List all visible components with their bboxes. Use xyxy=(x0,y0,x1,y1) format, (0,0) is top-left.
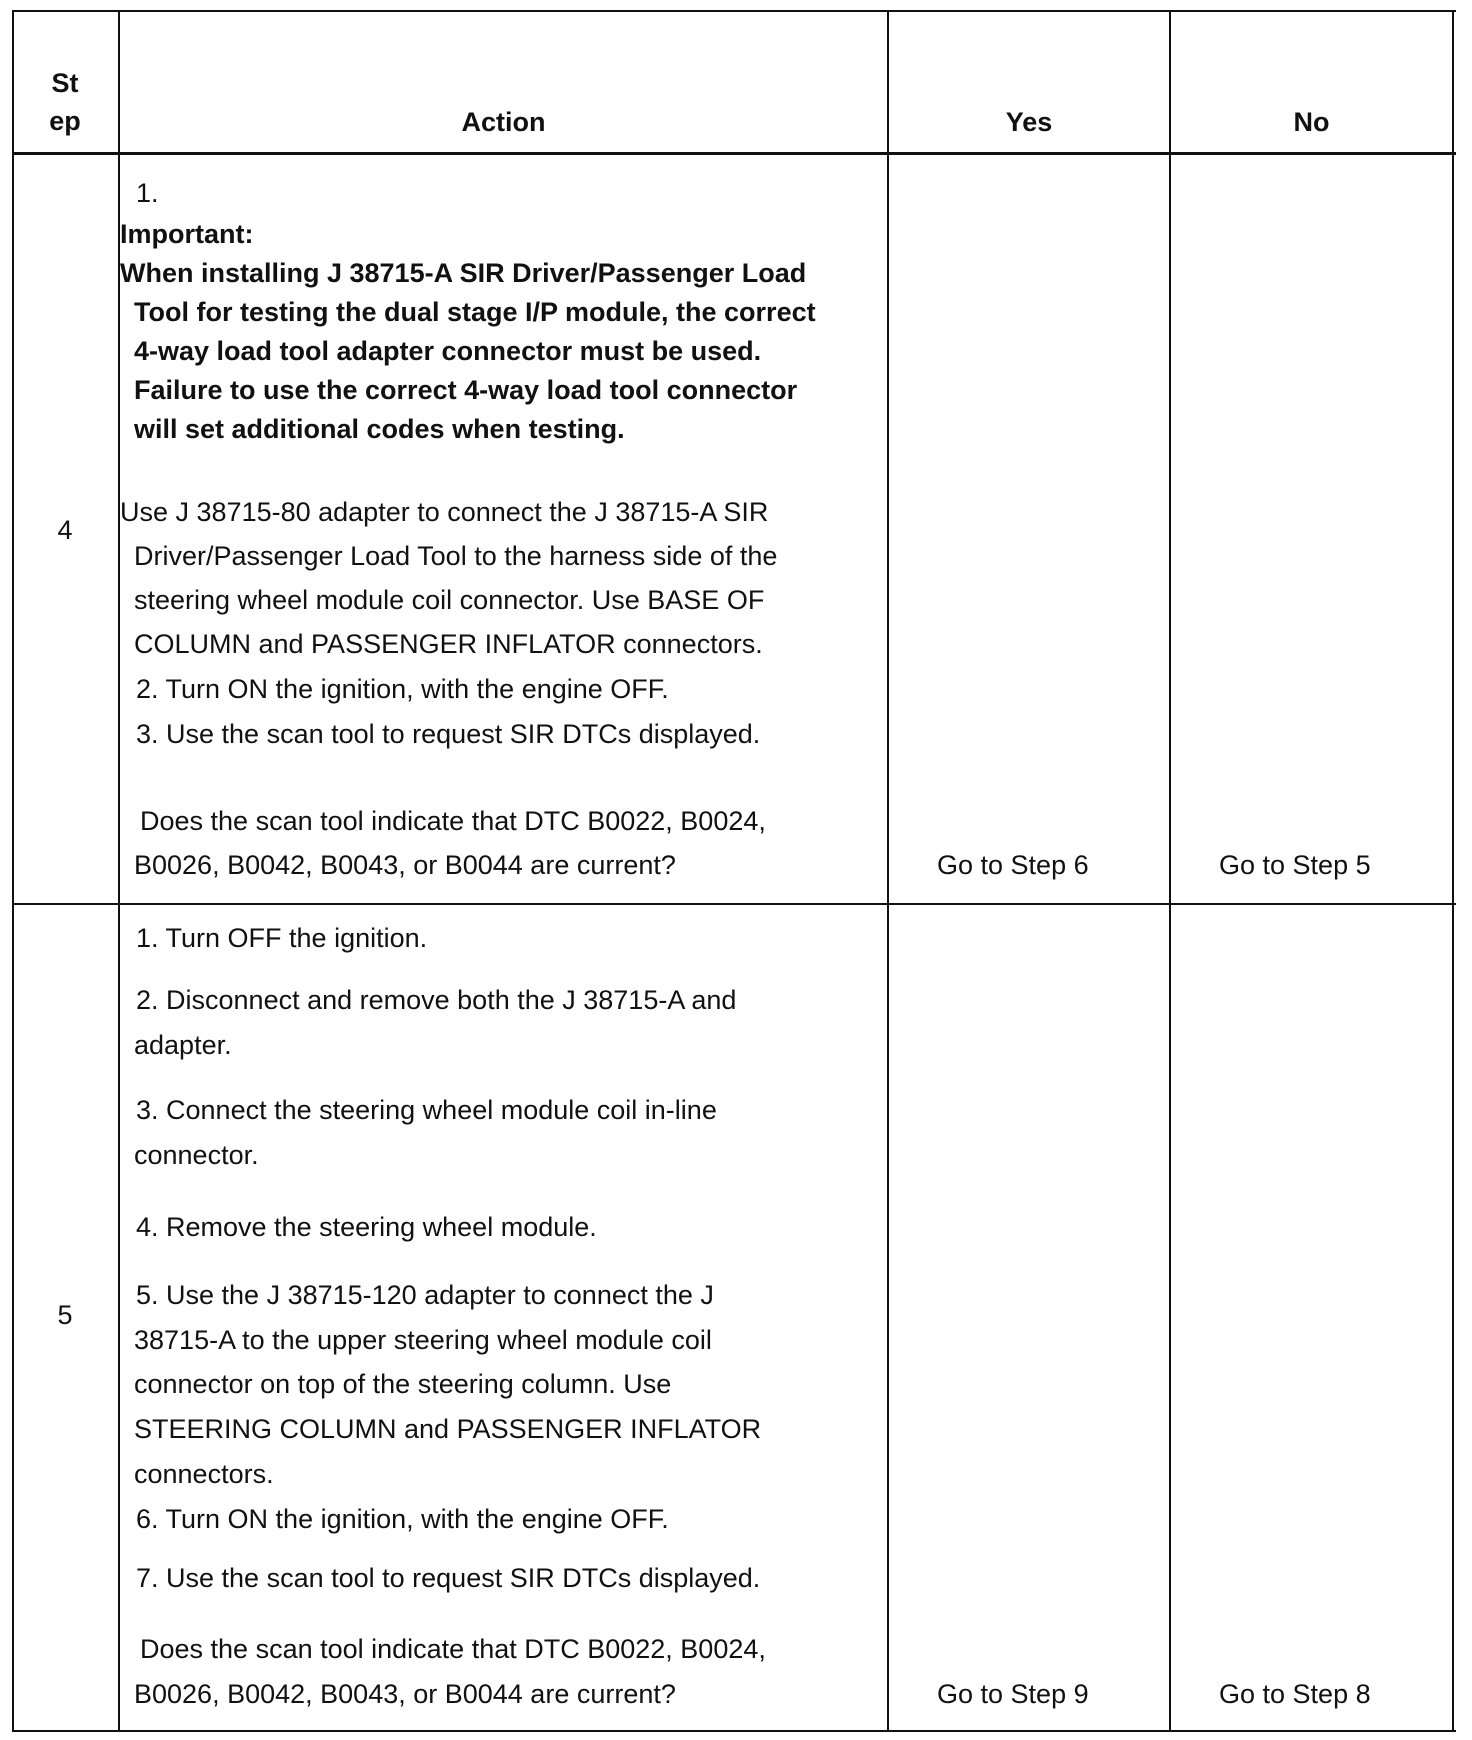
header-step-line1: St xyxy=(51,68,79,98)
step4-yes-result: Go to Step 6 xyxy=(937,850,1089,880)
step5-item-3-line-2: connector. xyxy=(134,1140,259,1170)
diagnostic-table xyxy=(12,10,1456,1732)
step5-no-result: Go to Step 8 xyxy=(1219,1679,1371,1709)
step5-item-5-line-5: connectors. xyxy=(134,1459,274,1489)
row-divider xyxy=(12,903,1456,905)
step4-question-line-2: B0026, B0042, B0043, or B0044 are current? xyxy=(134,850,676,880)
step4-use-line-4: COLUMN and PASSENGER INFLATOR connectors. xyxy=(134,629,763,659)
header-yes: Yes xyxy=(1005,107,1053,137)
step5-item-5-line-3: connector on top of the steering column. Use xyxy=(134,1369,672,1399)
step4-item-2: 2. Turn ON the ignition, with the engine OFF. xyxy=(136,674,669,704)
step5-item-5-line-2: 38715-A to the upper steering wheel module coil xyxy=(134,1325,712,1355)
step5-yes-result: Go to Step 9 xyxy=(937,1679,1089,1709)
header-action: Action xyxy=(461,107,546,137)
step4-question-line-1: Does the scan tool indicate that DTC B0022, B0024, xyxy=(140,806,766,836)
step4-no-result: Go to Step 5 xyxy=(1219,850,1371,880)
step5-item-6: 6. Turn ON the ignition, with the engine OFF. xyxy=(136,1504,669,1534)
table-border-left xyxy=(12,10,14,1732)
column-divider xyxy=(887,10,889,1732)
step5-item-5-line-4: STEERING COLUMN and PASSENGER INFLATOR xyxy=(134,1414,762,1444)
important-line-5: will set additional codes when testing. xyxy=(134,414,625,444)
step5-question-line-2: B0026, B0042, B0043, or B0044 are current? xyxy=(134,1679,676,1709)
table-border-right xyxy=(1452,10,1454,1732)
step4-use-line-2: Driver/Passenger Load Tool to the harness side of the xyxy=(134,541,778,571)
step4-item1-number: 1. xyxy=(136,178,159,208)
important-label: Important: xyxy=(120,219,254,249)
important-line-2: Tool for testing the dual stage I/P module, the correct xyxy=(134,297,816,327)
column-divider xyxy=(1169,10,1171,1732)
table-border-top xyxy=(12,10,1456,12)
step-number-4: 4 xyxy=(57,515,73,545)
important-line-1: When installing J 38715-A SIR Driver/Passenger Load xyxy=(120,258,807,288)
step4-item-3: 3. Use the scan tool to request SIR DTCs displayed. xyxy=(136,719,761,749)
step4-use-line-1: Use J 38715-80 adapter to connect the J 38715-A SIR xyxy=(120,497,769,527)
important-line-4: Failure to use the correct 4-way load tool connector xyxy=(134,375,798,405)
step5-item-2-line-1: 2. Disconnect and remove both the J 38715-A and xyxy=(136,985,737,1015)
step5-item-2-line-2: adapter. xyxy=(134,1030,232,1060)
header-step-line2: ep xyxy=(49,106,81,136)
header-divider xyxy=(12,152,1456,155)
step5-item-5-line-1: 5. Use the J 38715-120 adapter to connect the J xyxy=(136,1280,714,1310)
step-number-5: 5 xyxy=(57,1300,73,1330)
step5-item-7: 7. Use the scan tool to request SIR DTCs displayed. xyxy=(136,1563,761,1593)
step5-item-4: 4. Remove the steering wheel module. xyxy=(136,1212,597,1242)
header-no: No xyxy=(1293,107,1330,137)
step4-use-line-3: steering wheel module coil connector. Use BASE OF xyxy=(134,585,765,615)
step5-item-1: 1. Turn OFF the ignition. xyxy=(136,923,428,953)
step5-item-3-line-1: 3. Connect the steering wheel module coil in-line xyxy=(136,1095,717,1125)
important-line-3: 4-way load tool adapter connector must be used. xyxy=(134,336,762,366)
step5-question-line-1: Does the scan tool indicate that DTC B0022, B0024, xyxy=(140,1634,766,1664)
table-border-bottom xyxy=(12,1730,1456,1732)
